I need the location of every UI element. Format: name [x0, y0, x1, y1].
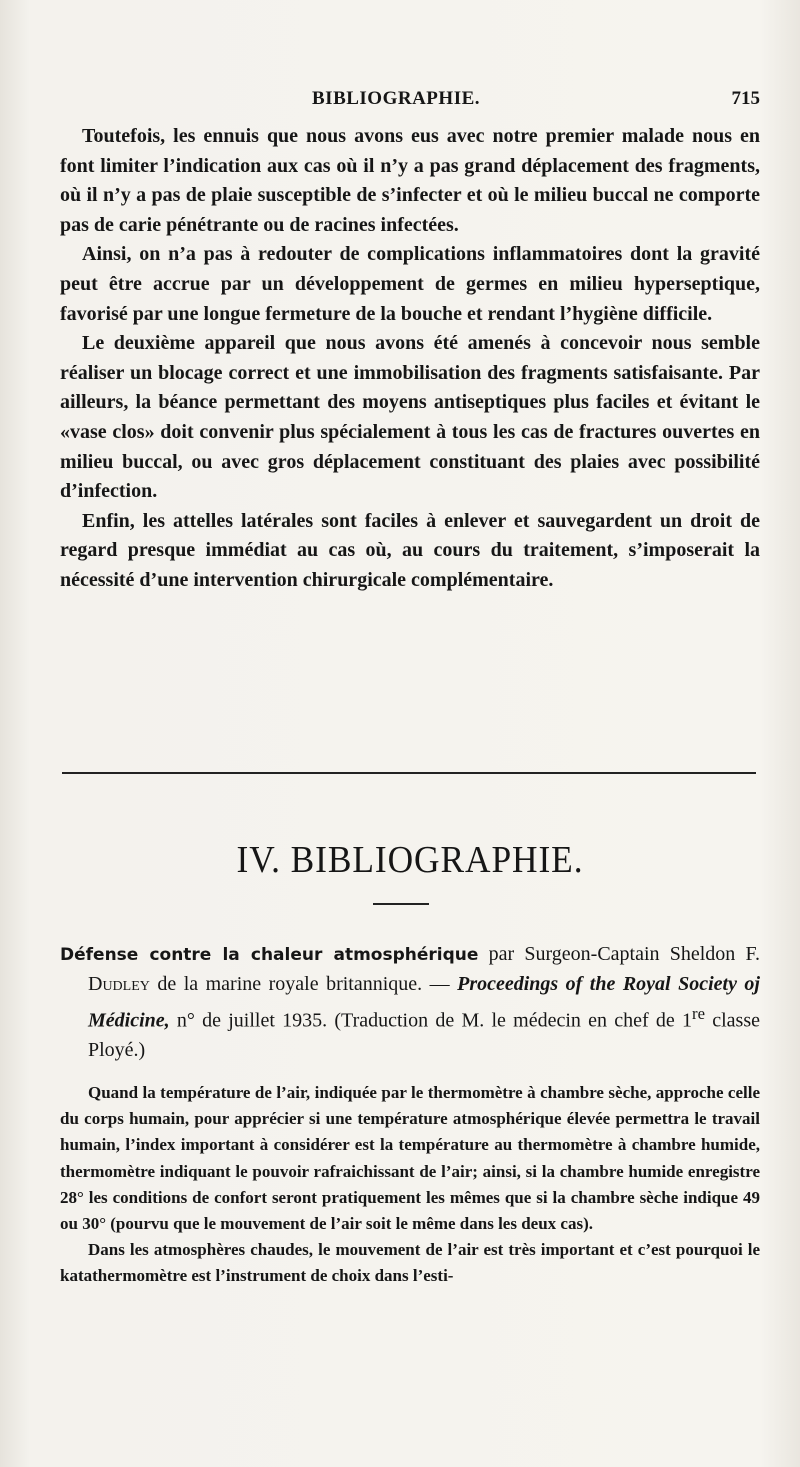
paragraph: Dans les atmosphères chaudes, le mouvement de l’air est très important et c’est pourquoi le katathermomètre est l’instrument de choix dans l’esti-: [60, 1240, 760, 1286]
citation-author: Dudley: [88, 973, 150, 995]
article-text: [60, 1080, 760, 1290]
paragraph: Le deuxième appareil que nous avons été amenés à concevoir nous semble réaliser un blocage correct et une immobilisation des fragments satisfaisante. Par ailleurs, la béance permettant des moyens antiseptiques plus faciles et évitant le «vase clos» doit convenir plus spécialement à tous les cas de fractures ouvertes en milieu buccal, ou avec gros déplacement constituant des plaies avec possibilité d’infection.: [60, 332, 760, 503]
page-header: [60, 88, 760, 118]
citation-journal: Proceedings of the Royal Society oj Médicine,: [88, 973, 760, 1032]
paragraph: Enfin, les attelles latérales sont faciles à enlever et sauvegardent un droit de regard presque immédiat au cas où, au cours du traitement, s’imposerait la nécessité d’une intervention chirurgicale complémentaire.: [60, 509, 760, 591]
section-divider: [62, 772, 756, 774]
citation-by: par Surgeon-Captain Sheldon F.: [478, 943, 761, 965]
citation-translator: classe Ployé.): [88, 1009, 760, 1061]
paragraph: Ainsi, on n’a pas à redouter de complications inflammatoires dont la gravité peut être accrue par un développement de germes en milieu hyperseptique, favorisé par une longue fermeture de la bouche et rendant l’hygiène difficile.: [60, 243, 760, 325]
running-title: BIBLIOGRAPHIE.: [312, 88, 481, 109]
paragraph: Quand la température de l’air, indiquée par le thermomètre à chambre sèche, approche celle du corps humain, pour apprécier si une température atmosphérique élevée permettra le travail humain, l’index important à considérer est la température au thermomètre à chambre humide, thermomètre indiquant le pouvoir rafraichissant de l’air; ainsi, si la chambre humide enregistre 28° les conditions de confort seront pratiquement les mêmes que si la chambre sèche indique 49 ou 30° (pourvu que le mouvement de l’air soit le même dans les deux cas).: [60, 1083, 760, 1234]
paragraph: Toutefois, les ennuis que nous avons eus avec notre premier malade nous en font limiter l’indication aux cas où il n’y a pas grand déplacement des fragments, où il n’y a pas de plaie susceptible de s’infecter et où le milieu buccal ne comporte pas de carie pénétrante ou de racines infectées.: [60, 125, 760, 236]
citation-ordinal: re: [692, 1004, 705, 1023]
citation-entry: [60, 940, 760, 1065]
section-title: IV. BIBLIOGRAPHIE.: [236, 839, 584, 881]
intro-text: [60, 122, 760, 596]
citation-title: Défense contre la chaleur atmosphérique: [60, 945, 479, 965]
citation-affiliation: de la marine royale britannique. —: [149, 973, 458, 995]
page-number: 715: [731, 88, 760, 109]
citation-issue: n° de juillet 1935. (Traduction de M. le médecin en chef de 1: [169, 1009, 693, 1032]
title-underline: [373, 903, 429, 905]
